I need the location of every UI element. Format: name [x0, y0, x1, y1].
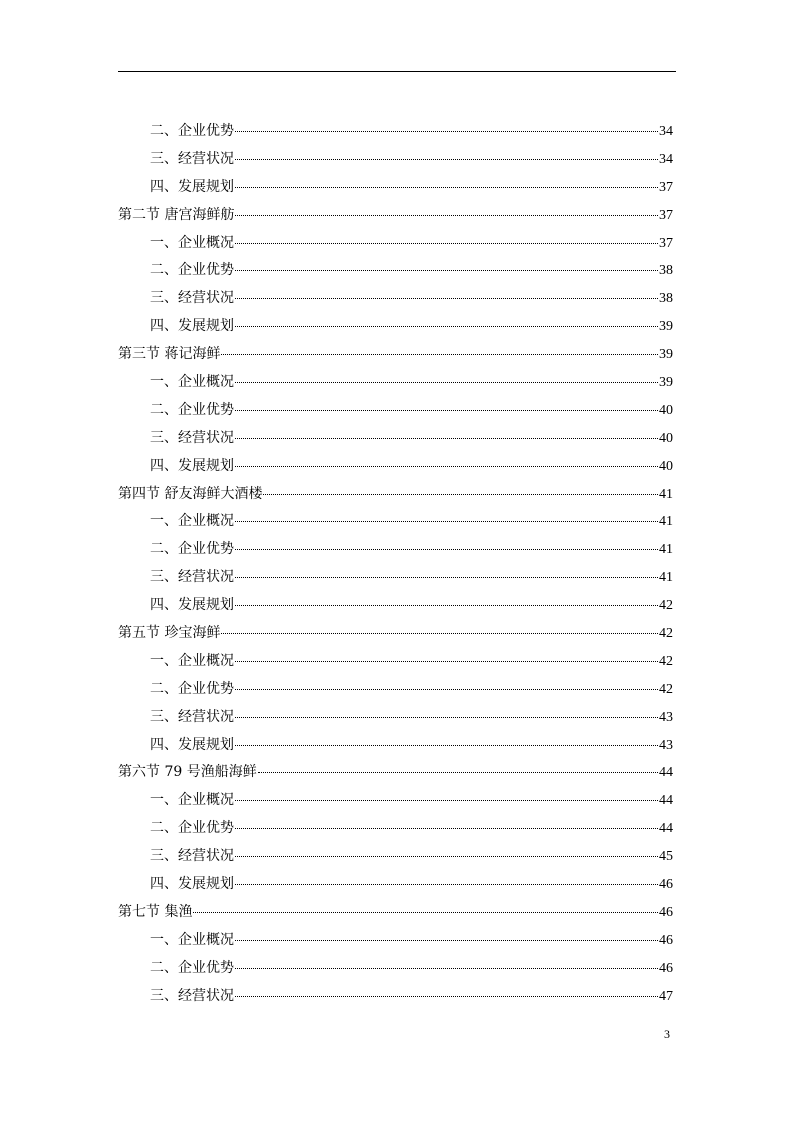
toc-entry-page-number: 41: [659, 486, 673, 502]
toc-dot-leader: [235, 968, 658, 969]
toc-dot-leader: [235, 605, 658, 606]
toc-subsection-entry[interactable]: [118, 592, 673, 620]
toc-subsection-entry[interactable]: [118, 787, 673, 815]
toc-dot-leader: [235, 800, 658, 801]
toc-entry-page-number: 39: [659, 319, 673, 335]
toc-entry-page-number: 41: [659, 542, 673, 558]
toc-dot-leader: [258, 772, 658, 773]
toc-entry-page-number: 34: [659, 151, 673, 167]
toc-dot-leader: [221, 633, 658, 634]
toc-dot-leader: [263, 494, 658, 495]
toc-dot-leader: [235, 466, 658, 467]
toc-section-entry[interactable]: [118, 899, 673, 927]
toc-dot-leader: [235, 382, 658, 383]
toc-entry-title: 二、企业优势: [150, 541, 234, 558]
toc-entry-title: 二、企业优势: [150, 680, 234, 697]
toc-entry-page-number: 43: [659, 737, 673, 753]
toc-entry-title: 三、经营状况: [150, 150, 234, 167]
toc-entry-title: 三、经营状况: [150, 848, 234, 865]
toc-entry-page-number: 37: [659, 235, 673, 251]
toc-section-entry[interactable]: [118, 202, 673, 230]
toc-dot-leader: [193, 912, 658, 913]
toc-entry-title: 第三节 蒋记海鲜: [118, 346, 221, 363]
toc-entry-page-number: 42: [659, 681, 673, 697]
toc-section-entry[interactable]: [118, 341, 673, 369]
toc-subsection-entry[interactable]: [118, 564, 673, 592]
toc-dot-leader: [235, 577, 658, 578]
toc-entry-title: 二、企业优势: [150, 262, 234, 279]
toc-entry-page-number: 44: [659, 765, 673, 781]
toc-entry-title: 一、企业概况: [150, 513, 234, 530]
toc-entry-page-number: 40: [659, 402, 673, 418]
toc-entry-page-number: 44: [659, 821, 673, 837]
toc-entry-title: 二、企业优势: [150, 123, 234, 139]
toc-dot-leader: [235, 410, 658, 411]
toc-entry-page-number: 44: [659, 793, 673, 809]
toc-dot-leader: [235, 326, 658, 327]
toc-subsection-entry[interactable]: [118, 257, 673, 285]
toc-entry-page-number: 42: [659, 598, 673, 614]
toc-entry-title: 一、企业概况: [150, 652, 234, 669]
toc-subsection-entry[interactable]: [118, 704, 673, 732]
toc-entry-title: 二、企业优势: [150, 820, 234, 837]
toc-section-entry[interactable]: [118, 481, 673, 509]
toc-entry-title: 二、企业优势: [150, 959, 234, 976]
toc-entry-page-number: 37: [659, 179, 673, 195]
toc-entry-page-number: 40: [659, 430, 673, 446]
toc-entry-page-number: 39: [659, 347, 673, 363]
toc-entry-title: 四、发展规划: [150, 597, 234, 614]
toc-subsection-entry[interactable]: [118, 174, 673, 202]
toc-entry-page-number: 39: [659, 375, 673, 391]
toc-entry-page-number: 45: [659, 849, 673, 865]
toc-entry-page-number: 42: [659, 653, 673, 669]
toc-entry-title: 三、经营状况: [150, 429, 234, 446]
toc-dot-leader: [235, 661, 658, 662]
toc-dot-leader: [235, 549, 658, 550]
toc-dot-leader: [235, 243, 658, 244]
toc-subsection-entry[interactable]: [118, 871, 673, 899]
toc-subsection-entry[interactable]: [118, 425, 673, 453]
toc-dot-leader: [235, 689, 658, 690]
toc-dot-leader: [235, 298, 658, 299]
toc-subsection-entry[interactable]: [118, 815, 673, 843]
toc-dot-leader: [235, 215, 658, 216]
toc-subsection-entry[interactable]: [118, 955, 673, 983]
toc-subsection-entry[interactable]: [118, 313, 673, 341]
header-rule: [118, 71, 676, 72]
toc-entry-title: 第四节 舒友海鲜大酒楼: [118, 485, 263, 502]
toc-entry-page-number: 46: [659, 904, 673, 920]
toc-subsection-entry[interactable]: [118, 983, 673, 1011]
toc-entry-page-number: 46: [659, 932, 673, 948]
table-of-contents: [118, 118, 673, 1011]
toc-dot-leader: [235, 521, 658, 522]
toc-subsection-entry[interactable]: [118, 230, 673, 258]
toc-subsection-entry[interactable]: [118, 397, 673, 425]
toc-entry-page-number: 42: [659, 626, 673, 642]
toc-subsection-entry[interactable]: [118, 843, 673, 871]
toc-dot-leader: [235, 159, 658, 160]
toc-entry-title: 第六节 79 号渔船海鲜: [118, 764, 257, 781]
toc-subsection-entry[interactable]: [118, 369, 673, 397]
toc-entry-title: 四、发展规划: [150, 457, 234, 474]
toc-dot-leader: [235, 828, 658, 829]
toc-subsection-entry[interactable]: [118, 285, 673, 313]
toc-dot-leader: [235, 745, 658, 746]
toc-dot-leader: [235, 996, 658, 997]
toc-entry-title: 第七节 集渔: [118, 903, 193, 920]
toc-entry-title: 一、企业概况: [150, 931, 234, 948]
toc-entry-title: 三、经营状况: [150, 290, 234, 307]
toc-entry-title: 四、发展规划: [150, 736, 234, 753]
toc-entry-title: 第二节 唐宫海鲜舫: [118, 206, 235, 223]
toc-entry-title: 三、经营状况: [150, 987, 234, 1004]
toc-entry-title: 三、经营状况: [150, 708, 234, 725]
toc-entry-title: 一、企业概况: [150, 792, 234, 809]
toc-subsection-entry[interactable]: [118, 648, 673, 676]
toc-entry-title: 四、发展规划: [150, 876, 234, 893]
toc-entry-title: 二、企业优势: [150, 401, 234, 418]
toc-entry-title: 四、发展规划: [150, 318, 234, 335]
toc-subsection-entry[interactable]: [118, 536, 673, 564]
page-number: 3: [664, 1027, 670, 1041]
toc-entry-page-number: 41: [659, 514, 673, 530]
toc-entry-title: 一、企业概况: [150, 374, 234, 391]
toc-subsection-entry[interactable]: [118, 676, 673, 704]
toc-dot-leader: [235, 131, 658, 132]
toc-section-entry[interactable]: [118, 620, 673, 648]
toc-entry-title: 第五节 珍宝海鲜: [118, 625, 221, 642]
toc-subsection-entry[interactable]: [118, 146, 673, 174]
toc-entry-page-number: 38: [659, 291, 673, 307]
toc-subsection-entry[interactable]: [118, 508, 673, 536]
toc-dot-leader: [221, 354, 658, 355]
toc-section-entry[interactable]: [118, 759, 673, 787]
toc-entry-page-number: 37: [659, 207, 673, 223]
toc-entry-page-number: 43: [659, 709, 673, 725]
toc-entry-title: 三、经营状况: [150, 569, 234, 586]
toc-dot-leader: [235, 270, 658, 271]
toc-entry-title: 一、企业概况: [150, 234, 234, 251]
toc-entry-page-number: 47: [659, 988, 673, 1004]
toc-dot-leader: [235, 717, 658, 718]
toc-subsection-entry[interactable]: [118, 453, 673, 481]
toc-entry-page-number: 46: [659, 960, 673, 976]
toc-entry-page-number: 46: [659, 877, 673, 893]
toc-dot-leader: [235, 940, 658, 941]
toc-subsection-entry[interactable]: [118, 118, 673, 146]
toc-subsection-entry[interactable]: [118, 927, 673, 955]
toc-entry-page-number: 38: [659, 263, 673, 279]
toc-dot-leader: [235, 884, 658, 885]
toc-entry-page-number: 41: [659, 570, 673, 586]
toc-dot-leader: [235, 187, 658, 188]
toc-subsection-entry[interactable]: [118, 732, 673, 760]
toc-dot-leader: [235, 856, 658, 857]
toc-entry-page-number: 40: [659, 458, 673, 474]
toc-entry-title: 四、发展规划: [150, 178, 234, 195]
toc-entry-page-number: 34: [659, 124, 673, 139]
toc-dot-leader: [235, 438, 658, 439]
